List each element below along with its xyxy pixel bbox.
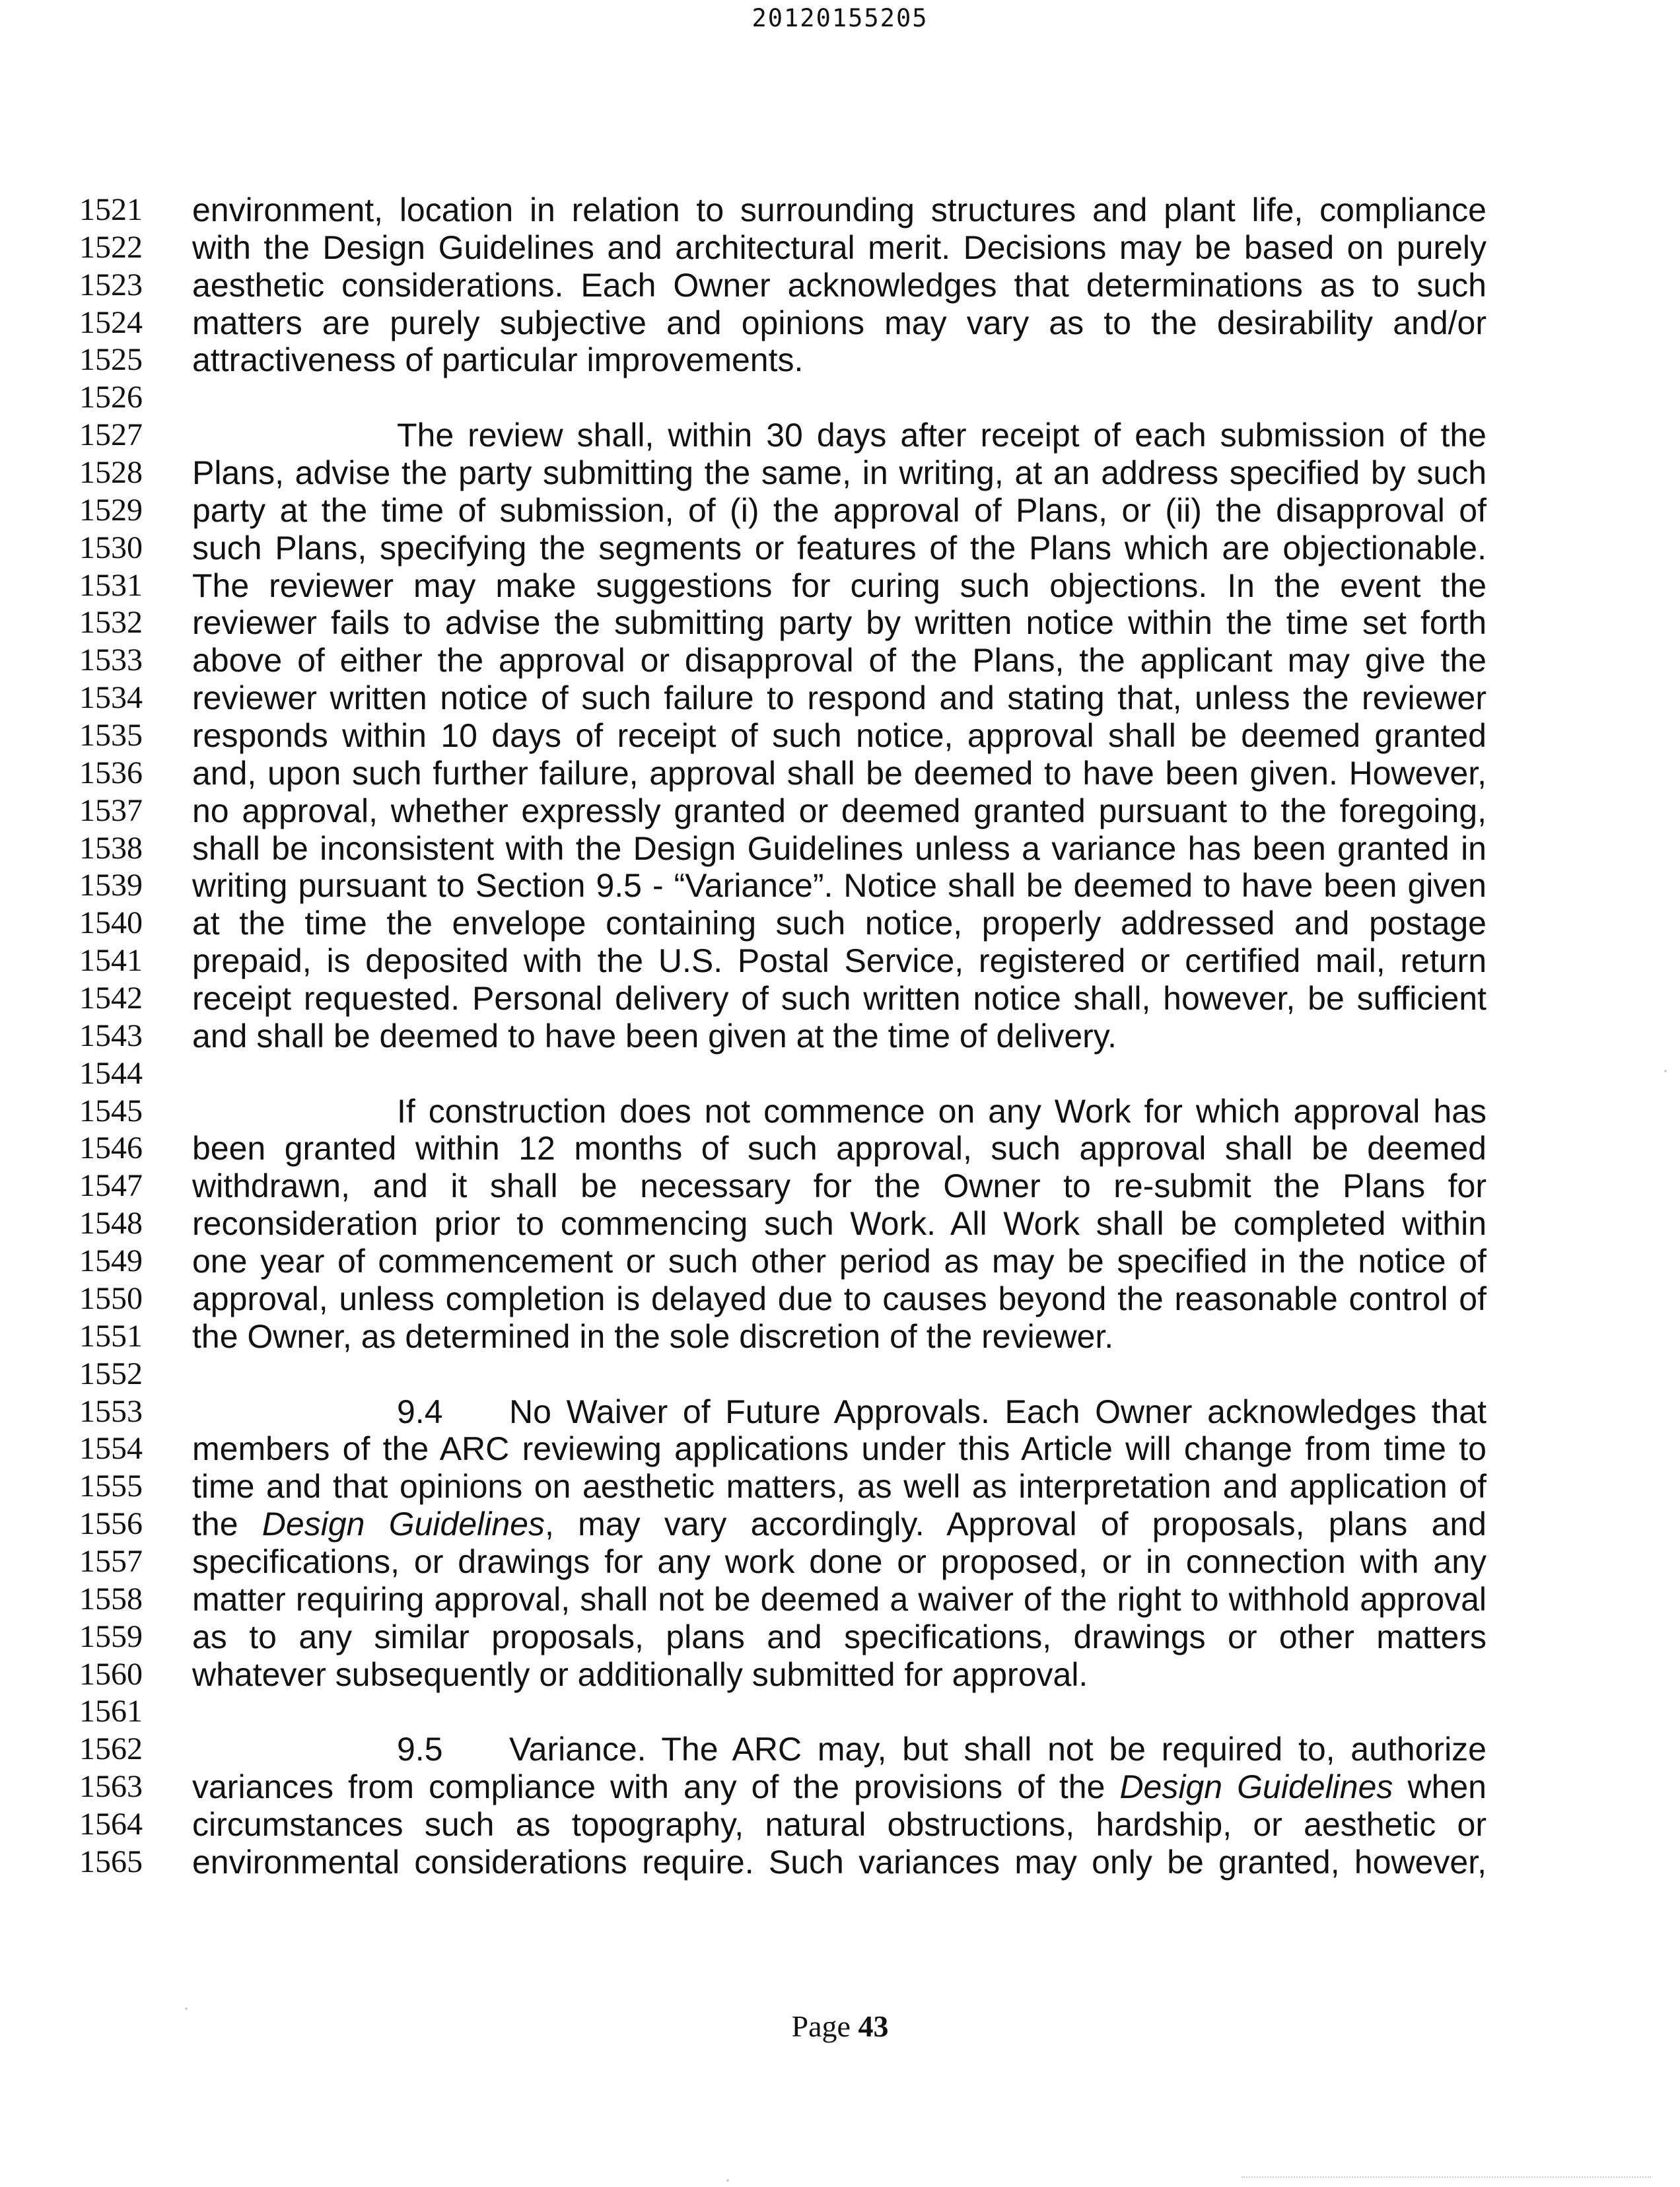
line-number: 1542 xyxy=(79,981,143,1016)
text-line xyxy=(192,567,1487,605)
scan-artifact-line xyxy=(1242,2176,1651,2182)
text-span: such Plans, specifying the segments or features of the Plans which are objectionable. xyxy=(192,529,1487,567)
text-span: one year of commencement or such other period as may be specified in the notice of xyxy=(192,1243,1487,1280)
line-number: 1556 xyxy=(79,1506,143,1542)
line-number: 1565 xyxy=(79,1844,143,1879)
line-number: 1563 xyxy=(79,1769,143,1805)
text-line xyxy=(192,1430,1487,1468)
line-number: 1525 xyxy=(79,342,143,378)
text-span: as to any similar proposals, plans and specifications, drawings or other matters xyxy=(192,1618,1487,1655)
line-number: 1539 xyxy=(79,868,143,903)
line-number: 1524 xyxy=(79,304,143,340)
line-number: 1537 xyxy=(79,792,143,828)
text-span: environment, location in relation to surrounding structures and plant life, compliance xyxy=(192,191,1487,228)
text-span: reviewer written notice of such failure to respond and stating that, unless the reviewer xyxy=(192,679,1487,717)
text-line xyxy=(192,1018,1487,1055)
text-span: reconsideration prior to commencing such Work. All Work shall be completed within xyxy=(192,1205,1487,1243)
text-span: responds within 10 days of receipt of such notice, approval shall be deemed granted xyxy=(192,717,1487,755)
text-span: attractiveness of particular improvements. xyxy=(192,341,804,379)
text-line xyxy=(192,1243,1487,1280)
line-number: 1550 xyxy=(79,1280,143,1316)
line-number: 1534 xyxy=(79,680,143,716)
text-line xyxy=(192,1543,1487,1581)
text-line xyxy=(192,1167,1487,1205)
text-line xyxy=(192,1768,1487,1806)
text-line xyxy=(192,1506,1487,1543)
line-number: 1553 xyxy=(79,1393,143,1429)
line-number: 1548 xyxy=(79,1206,143,1241)
text-span: , may vary accordingly. Approval of proposals, plans and xyxy=(544,1506,1487,1543)
text-span: and shall be deemed to have been given at the time of delivery. xyxy=(192,1017,1117,1055)
text-span: . The ARC may, but shall not be required to, authorize xyxy=(637,1731,1487,1768)
text-line xyxy=(192,1844,1487,1881)
text-span: variances from compliance with any of the provisions of the xyxy=(192,1768,1120,1806)
line-number: 1543 xyxy=(79,1018,143,1053)
text-line xyxy=(192,454,1487,492)
text-span: environmental considerations require. Such variances may only be granted, however, xyxy=(192,1843,1487,1881)
text-line xyxy=(192,717,1487,755)
text-span: the Owner, as determined in the sole discretion of the reviewer. xyxy=(192,1317,1114,1355)
line-number: 1552 xyxy=(79,1356,143,1391)
line-number: 1564 xyxy=(79,1806,143,1842)
line-number: 1544 xyxy=(79,1055,143,1091)
line-number: 1558 xyxy=(79,1581,143,1616)
text-span: shall be inconsistent with the Design Guidelines unless a variance has been granted in xyxy=(192,829,1487,867)
text-line xyxy=(192,1205,1487,1243)
text-line xyxy=(192,267,1487,304)
text-span: reviewer fails to advise the submitting party by written notice within the time set forth xyxy=(192,604,1487,642)
text-span: matter requiring approval, shall not be deemed a waiver of the right to withhold approval xyxy=(192,1580,1487,1618)
text-line xyxy=(192,1656,1487,1694)
line-number: 1547 xyxy=(79,1168,143,1204)
text-span: . Each Owner acknowledges that xyxy=(981,1393,1487,1430)
line-number: 1529 xyxy=(79,492,143,528)
text-line xyxy=(192,1130,1487,1167)
page-footer xyxy=(0,2009,1680,2044)
section-heading: Variance xyxy=(509,1731,637,1768)
line-number: 1533 xyxy=(79,642,143,678)
line-number: 1562 xyxy=(79,1731,143,1767)
text-span: The reviewer may make suggestions for curing such objections. In the event the xyxy=(192,567,1487,604)
text-span: and, upon such further failure, approval shall be deemed to have been given. However, xyxy=(192,754,1487,792)
text-line xyxy=(192,1356,1487,1393)
document-body xyxy=(192,191,1487,1881)
text-span: been granted within 12 months of such approval, such approval shall be deemed xyxy=(192,1130,1487,1167)
line-number: 1554 xyxy=(79,1431,143,1467)
text-line xyxy=(192,1280,1487,1318)
text-line xyxy=(192,1055,1487,1093)
line-number: 1561 xyxy=(79,1694,143,1729)
text-line xyxy=(192,792,1487,830)
page-number: 43 xyxy=(858,2009,889,2043)
line-number: 1551 xyxy=(79,1318,143,1354)
scan-artifact-dot xyxy=(1664,1070,1667,1072)
line-number: 1545 xyxy=(79,1093,143,1128)
text-span: withdrawn, and it shall be necessary for the Owner to re-submit the Plans for xyxy=(192,1167,1487,1205)
scan-artifact-dot xyxy=(185,2007,188,2010)
text-span: party at the time of submission, of (i) the approval of Plans, or (ii) the disapproval of xyxy=(192,491,1487,529)
text-span: approval, unless completion is delayed due to causes beyond the reasonable control of xyxy=(192,1280,1487,1317)
text-span: at the time the envelope containing such notice, properly addressed and postage xyxy=(192,905,1487,942)
text-line xyxy=(192,1318,1487,1356)
text-line xyxy=(192,755,1487,792)
text-span: writing pursuant to Section 9.5 - “Variance”. Notice shall be deemed to have been given xyxy=(192,867,1487,905)
text-span: members of the ARC reviewing applications under this Article will change from time to xyxy=(192,1430,1487,1468)
line-number: 1557 xyxy=(79,1543,143,1579)
section-heading: No Waiver of Future Approvals xyxy=(509,1393,981,1430)
text-line xyxy=(192,417,1487,454)
text-line xyxy=(192,341,1487,379)
text-line xyxy=(192,905,1487,942)
line-number: 1530 xyxy=(79,530,143,565)
text-line xyxy=(192,942,1487,980)
line-number: 1549 xyxy=(79,1243,143,1279)
text-span: prepaid, is deposited with the U.S. Postal Service, registered or certified mail, return xyxy=(192,942,1487,980)
line-number: 1541 xyxy=(79,943,143,979)
text-line xyxy=(192,229,1487,267)
text-span: the xyxy=(192,1506,262,1543)
line-number: 1531 xyxy=(79,567,143,603)
page-label: Page xyxy=(791,2009,851,2043)
text-line xyxy=(192,1731,1487,1768)
text-span: no approval, whether expressly granted or deemed granted pursuant to the foregoing, xyxy=(192,792,1487,829)
text-line xyxy=(192,1693,1487,1731)
line-number: 1526 xyxy=(79,380,143,415)
line-number: 1560 xyxy=(79,1656,143,1692)
line-number: 1522 xyxy=(79,229,143,265)
text-span: specifications, or drawings for any work done or proposed, or in connection with any xyxy=(192,1543,1487,1580)
text-span: The review shall, within 30 days after receipt of each submission of the xyxy=(397,417,1487,454)
line-number: 1532 xyxy=(79,605,143,641)
text-line xyxy=(192,1468,1487,1506)
text-line xyxy=(192,379,1487,417)
text-line xyxy=(192,604,1487,642)
document-number: 20120155205 xyxy=(752,4,928,32)
line-number: 1546 xyxy=(79,1130,143,1166)
text-span: circumstances such as topography, natural obstructions, hardship, or aesthetic or xyxy=(192,1805,1487,1843)
text-span: when xyxy=(1393,1768,1487,1806)
text-span: whatever subsequently or additionally submitted for approval. xyxy=(192,1655,1088,1693)
italic-text: Design Guidelines xyxy=(262,1506,545,1543)
line-number: 1535 xyxy=(79,718,143,753)
line-number: 1523 xyxy=(79,267,143,302)
line-number: 1559 xyxy=(79,1618,143,1654)
line-number: 1536 xyxy=(79,755,143,790)
scan-artifact-dot xyxy=(726,2179,729,2182)
text-span: with the Design Guidelines and architectural merit. Decisions may be based on purely xyxy=(192,228,1487,266)
text-span: Plans, advise the party submitting the same, in writing, at an address specified by such xyxy=(192,454,1487,492)
text-span: above of either the approval or disapproval of the Plans, the applicant may give the xyxy=(192,642,1487,679)
text-span: If construction does not commence on any Work for which approval has xyxy=(397,1092,1487,1130)
text-line xyxy=(192,492,1487,530)
line-number-column xyxy=(44,191,143,1881)
line-number: 1538 xyxy=(79,830,143,866)
text-line xyxy=(192,980,1487,1018)
text-span: receipt requested. Personal delivery of such written notice shall, however, be sufficient xyxy=(192,980,1487,1018)
text-line xyxy=(192,1581,1487,1618)
line-number: 1527 xyxy=(79,417,143,453)
text-span: time and that opinions on aesthetic matters, as well as interpretation and application of xyxy=(192,1468,1487,1506)
text-line xyxy=(192,191,1487,229)
text-line xyxy=(192,1618,1487,1656)
text-line xyxy=(192,830,1487,868)
text-span: aesthetic considerations. Each Owner acknowledges that determinations as to such xyxy=(192,266,1487,304)
text-line xyxy=(192,679,1487,717)
section-number: 9.4 xyxy=(397,1393,443,1430)
line-number: 1555 xyxy=(79,1469,143,1504)
text-line xyxy=(192,867,1487,905)
section-number: 9.5 xyxy=(397,1731,443,1768)
text-line xyxy=(192,530,1487,567)
line-number: 1521 xyxy=(79,192,143,227)
italic-text: Design Guidelines xyxy=(1119,1768,1393,1806)
text-line xyxy=(192,642,1487,679)
line-number: 1540 xyxy=(79,905,143,941)
text-line xyxy=(192,1393,1487,1431)
text-line xyxy=(192,304,1487,342)
text-line xyxy=(192,1806,1487,1844)
text-line xyxy=(192,1093,1487,1130)
line-number: 1528 xyxy=(79,455,143,491)
text-span: matters are purely subjective and opinions may vary as to the desirability and/or xyxy=(192,304,1487,341)
